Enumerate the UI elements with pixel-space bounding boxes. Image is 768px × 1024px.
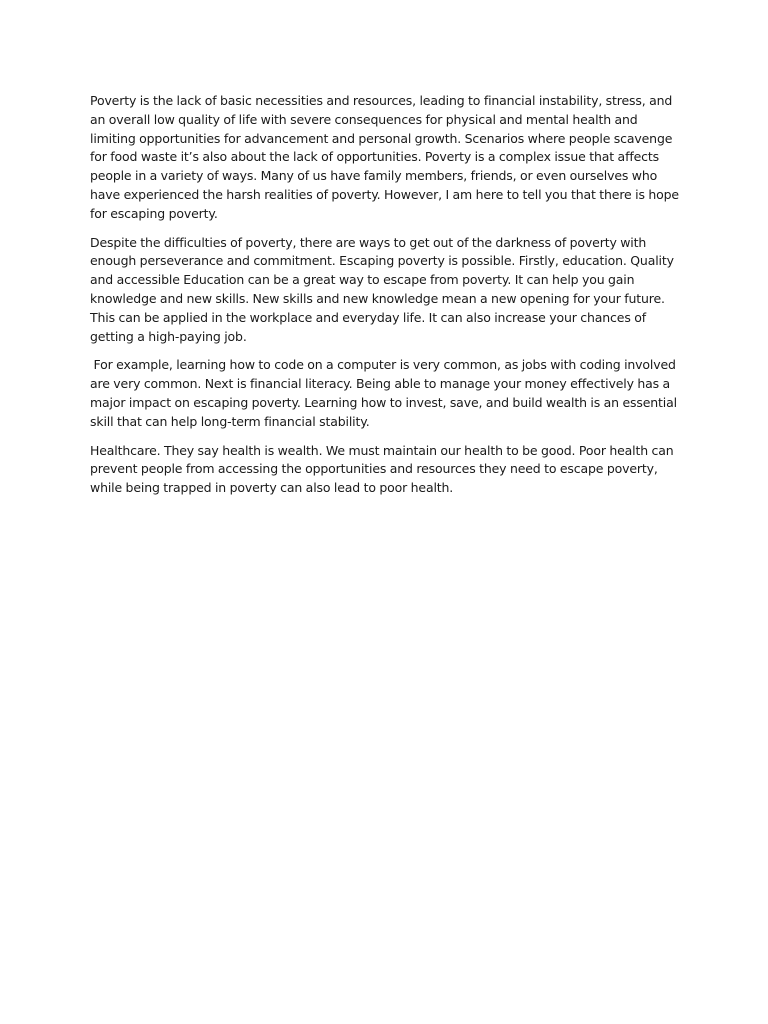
paragraph-poverty-definition: Poverty is the lack of basic necessities and resources, leading to financial instability, stress, and an overall low quality of life with severe consequences for physical and mental health and limiting opportunities for advancement and personal growth. Scenarios where people scavenge for food waste it’s also about the lack of opportunities. Poverty is a complex issue that affects people in a variety of ways. Many of us have family members, friends, or even ourselves who have experienced the harsh realities of poverty. However, I am here to tell you that there is hope for escaping poverty. <box>90 93 679 221</box>
essay-body <box>90 92 680 498</box>
paragraph-education: Despite the difficulties of poverty, there are ways to get out of the darkness of poverty with enough perseverance and commitment. Escaping poverty is possible. Firstly, education. Quality and accessible Education can be a great way to escape from poverty. It can help you gain knowledge and new skills. New skills and new knowledge mean a new opening for your future. This can be applied in the workplace and everyday life. It can also increase your chances of getting a high-paying job. <box>90 234 674 344</box>
paragraph-financial-literacy: For example, learning how to code on a computer is very common, as jobs with coding involved are very common. Next is financial literacy. Being able to manage your money effectively has a major impact on escaping poverty. Learning how to invest, save, and build wealth is an essential skill that can help long-term financial stability. <box>90 357 681 429</box>
paragraph-healthcare: Healthcare. They say health is wealth. We must maintain our health to be good. Poor health can prevent people from accessing the opportunities and resources they need to escape poverty, while being trapped in poverty can also lead to poor health. <box>90 442 674 496</box>
